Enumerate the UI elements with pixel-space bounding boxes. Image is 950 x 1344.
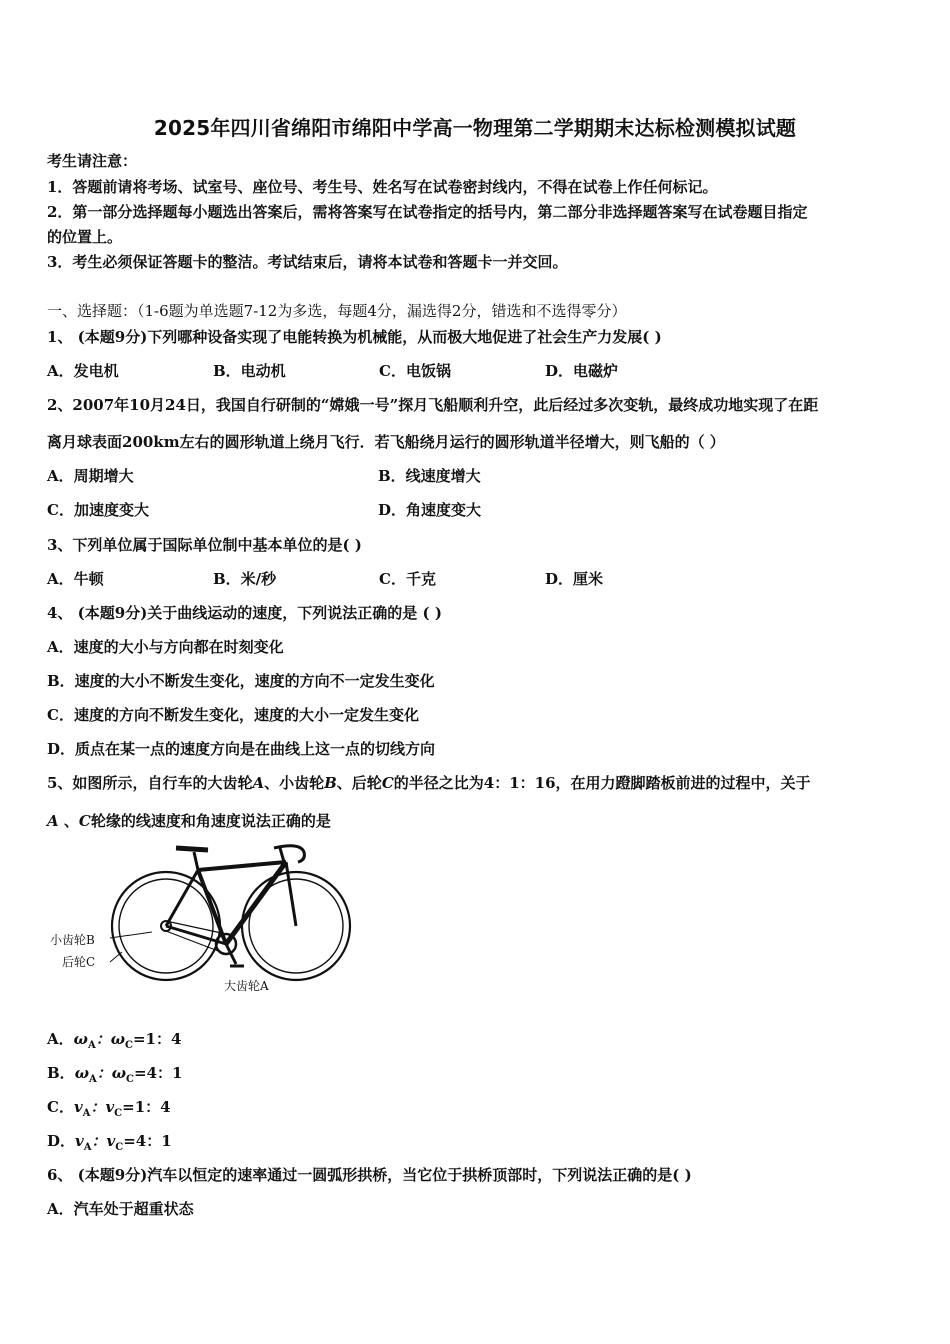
option-a: A．$\omega_A$：$\omega_C=1$：4 xyxy=(47,1030,182,1051)
saddle xyxy=(176,848,208,850)
top-tube xyxy=(198,862,286,870)
question-1-options xyxy=(47,361,618,381)
option-c: C．电饭锅 xyxy=(379,362,451,380)
option-a: A．发电机 xyxy=(47,362,119,380)
option-c: C．加速度变大 xyxy=(47,501,149,519)
question-2-options-row2 xyxy=(47,500,481,520)
notice-item: 的位置上。 xyxy=(47,228,123,246)
option-c: C．千克 xyxy=(379,570,436,588)
bicycle-figure xyxy=(48,840,368,1000)
option-d: D．质点在某一点的速度方向是在曲线上这一点的切线方向 xyxy=(47,740,436,758)
down-tube xyxy=(226,862,286,944)
question-5-stem: 5、如图所示，自行车的大齿轮A、小齿轮B、后轮C的半径之比为4：1：16，在用力蹬脚踏板前进的过程中，关于 xyxy=(47,774,811,792)
option-c: C．速度的方向不断发生变化，速度的大小一定发生变化 xyxy=(47,706,419,724)
option-b: B．线速度增大 xyxy=(378,467,481,485)
handlebar xyxy=(274,846,304,862)
option-c: C．$v_A$：$v_C=1$：4 xyxy=(47,1098,171,1119)
leader-small-gear xyxy=(110,932,152,938)
question-5-stem-cont: A 、C轮缘的线速度和角速度说法正确的是 xyxy=(47,812,331,830)
notice-item: 1．答题前请将考场、试室号、座位号、考生号、姓名写在试卷密封线内，不得在试卷上作任何标记。 xyxy=(47,178,718,196)
bicycle-drawing xyxy=(110,846,350,980)
option-d: D．厘米 xyxy=(545,570,604,588)
question-2-stem-cont: 离月球表面200km左右的圆形轨道上绕月飞行．若飞船绕月运行的圆形轨道半径增大，则飞船的（ ） xyxy=(47,433,725,451)
notice-item: 3．考生必须保证答题卡的整洁。考试结束后，请将本试卷和答题卡一并交回。 xyxy=(47,253,568,271)
option-b: B．速度的大小不断发生变化，速度的方向不一定发生变化 xyxy=(47,672,435,690)
option-a: A．汽车处于超重状态 xyxy=(47,1200,194,1218)
question-3-options xyxy=(47,569,603,589)
question-3-stem: 3、下列单位属于国际单位制中基本单位的是( ) xyxy=(47,536,362,554)
option-a: A．周期增大 xyxy=(47,467,134,485)
seat-post xyxy=(194,852,198,870)
option-d: D．角速度变大 xyxy=(378,501,482,519)
leader-rear-wheel xyxy=(110,952,122,962)
page-title: 2025年四川省绵阳市绵阳中学高一物理第二学期期末达标检测模拟试题 xyxy=(153,116,797,140)
stem xyxy=(280,848,284,862)
option-a: A．牛顿 xyxy=(47,570,104,588)
option-b: B．米/秒 xyxy=(213,570,277,588)
label-small-gear: 小齿轮B xyxy=(50,933,95,947)
option-b: B．电动机 xyxy=(213,362,286,380)
option-d: D．电磁炉 xyxy=(545,362,619,380)
question-6-stem: 6、 (本题9分)汽车以恒定的速率通过一圆弧形拱桥，当它位于拱桥顶部时，下列说法正确的是( ) xyxy=(47,1166,692,1184)
question-1-stem: 1、 (本题9分)下列哪种设备实现了电能转换为机械能，从而极大地促进了社会生产力发展( ) xyxy=(47,328,662,346)
section-heading: 一、选择题：（1-6题为单选题7-12为多选，每题4分，漏选得2分，错选和不选得零分） xyxy=(47,302,627,320)
question-2-options-row1 xyxy=(47,466,481,486)
option-d: D．$v_A$：$v_C=4$：1 xyxy=(47,1132,172,1153)
option-a: A．速度的大小与方向都在时刻变化 xyxy=(47,638,284,656)
question-2-stem: 2、2007年10月24日，我国自行研制的“嫦娥一号”探月飞船顺利升空，此后经过多次变轨，最终成功地实现了在距 xyxy=(47,396,819,414)
notice-heading: 考生请注意： xyxy=(47,152,138,170)
option-b: B．$\omega_A$：$\omega_C=4$：1 xyxy=(47,1064,183,1085)
seatstay xyxy=(166,870,198,926)
label-big-gear: 大齿轮A xyxy=(224,979,269,993)
question-4-stem: 4、 (本题9分)关于曲线运动的速度，下列说法正确的是 ( ) xyxy=(47,604,442,622)
notice-item: 2．第一部分选择题每小题选出答案后，需将答案写在试卷指定的括号内，第二部分非选择题答案写在试卷题目指定 xyxy=(47,203,808,221)
label-rear-wheel: 后轮C xyxy=(62,955,96,969)
